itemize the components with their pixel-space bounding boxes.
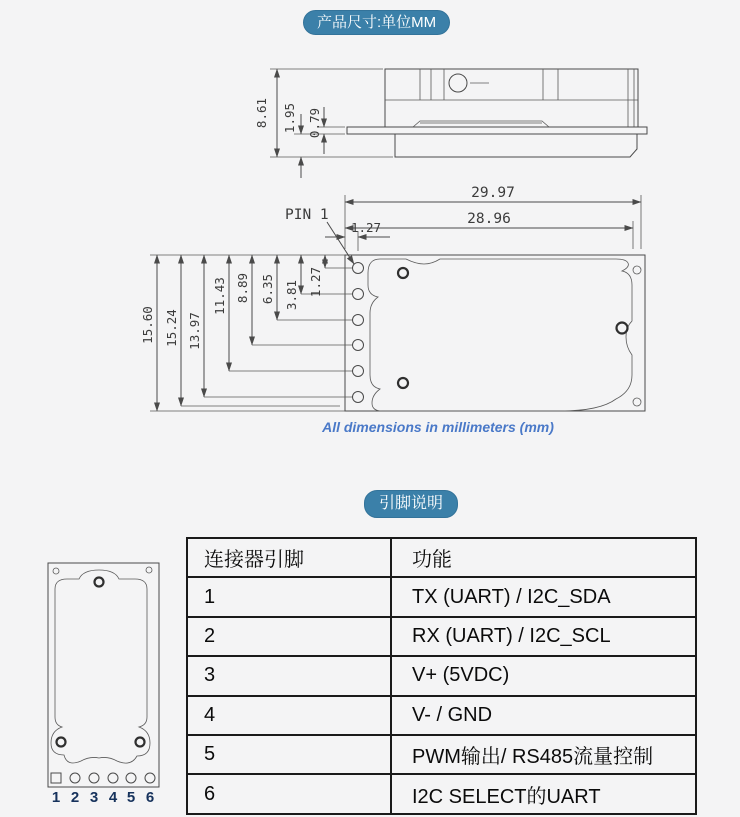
dim-v-8: 1.27 (308, 266, 323, 298)
dim-width-outer: 29.97 (471, 185, 515, 201)
table-row (187, 656, 696, 695)
side-view-outline (347, 69, 647, 157)
dim-v-6: 6.35 (260, 273, 275, 305)
pin-description-badge: 引脚说明 (364, 490, 458, 518)
function-cell: TX (UART) / I2C_SDA (391, 577, 696, 616)
table-row (187, 577, 696, 616)
dim-pin-offset: 1.27 (350, 220, 382, 235)
pinout-diagram (35, 555, 175, 810)
table-row (187, 696, 696, 735)
table-row (187, 735, 696, 774)
dim-v-4: 11.43 (212, 277, 227, 315)
function-cell: V+ (5VDC) (391, 656, 696, 695)
function-cell: PWM输出/ RS485流量控制 (391, 735, 696, 774)
col-header-pin: 连接器引脚 (187, 538, 391, 577)
product-dimensions-badge: 产品尺寸:单位MM (303, 10, 450, 35)
pin-cell: 2 (187, 617, 391, 656)
pin-cell: 1 (187, 577, 391, 616)
function-cell: RX (UART) / I2C_SCL (391, 617, 696, 656)
vertical-dimensions (140, 255, 352, 411)
pin-number-4: 4 (108, 789, 118, 806)
pin-cell: 5 (187, 735, 391, 774)
dim-width-inner: 28.96 (467, 211, 511, 227)
dim-v-1: 15.60 (140, 306, 155, 344)
pin-number-3: 3 (89, 789, 99, 806)
pin-holes (353, 263, 364, 403)
function-cell: I2C SELECT的UART (391, 774, 696, 813)
table-header-row (187, 538, 696, 577)
dim-side-lower: 1.95 (282, 102, 297, 134)
dimension-drawing (0, 45, 740, 445)
pin-number-2: 2 (70, 789, 80, 806)
pin-cell: 4 (187, 696, 391, 735)
pin-cell: 6 (187, 774, 391, 813)
width-dimensions (285, 185, 641, 264)
dim-v-7: 3.81 (284, 279, 299, 311)
pin-numbers (52, 789, 154, 806)
side-view-dimensions (254, 69, 393, 178)
dim-side-total: 8.61 (254, 97, 269, 129)
pin1-label: PIN 1 (285, 207, 329, 223)
dimensions-caption: All dimensions in millimeters (mm) (322, 419, 554, 435)
dim-v-3: 13.97 (187, 312, 202, 350)
dim-v-2: 15.24 (164, 309, 179, 347)
pin-row (51, 773, 155, 783)
pin-number-6: 6 (145, 789, 155, 806)
table-row (187, 774, 696, 813)
dim-v-5: 8.89 (235, 272, 250, 304)
pin-function-table (186, 537, 697, 815)
table-row (187, 617, 696, 656)
col-header-function: 功能 (391, 538, 696, 577)
pin-number-5: 5 (126, 789, 136, 806)
function-cell: V- / GND (391, 696, 696, 735)
pin-number-1: 1 (51, 789, 61, 806)
dim-side-pcb: 0.79 (307, 107, 322, 139)
pin-cell: 3 (187, 656, 391, 695)
